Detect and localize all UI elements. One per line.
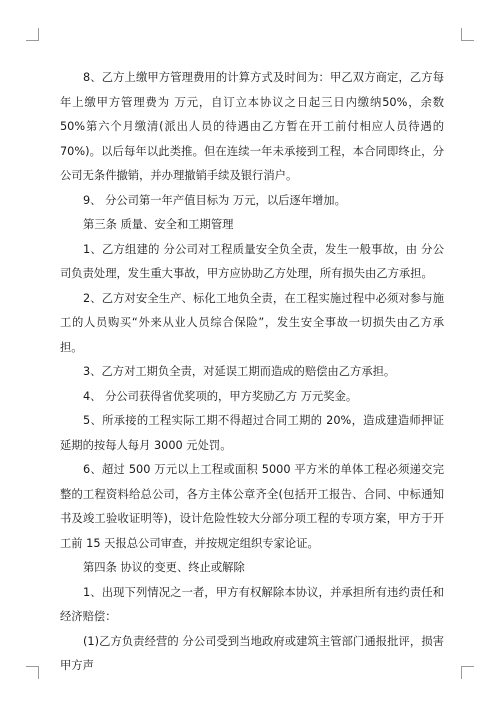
paragraph-article-4-item-1: 1、出现下列情况之一者，甲方有权解除本协议，并承担所有违约责任和经济赔偿： bbox=[60, 585, 444, 623]
paragraph-article-3-item-2: 2、乙方对安全生产、标化工地负全责，在工程实施过程中必须对参与施工的人员购买“外来从业人员综合保险”，发生安全事故一切损失由乙方承担。 bbox=[60, 291, 444, 354]
document-body bbox=[60, 66, 444, 679]
paragraph-article-3-item-3: 3、乙方对工期负全责，对延误工期而造成的赔偿由乙方承担。 bbox=[83, 365, 396, 378]
section-heading-article-3: 第三条 质量、安全和工期管理 bbox=[83, 218, 234, 231]
crop-mark-top-right bbox=[461, 28, 474, 41]
paragraph-article-4-subitem-1: (1)乙方负责经营的 分公司受到当地政府或建筑主管部门通报批评，损害甲方声 bbox=[60, 634, 444, 672]
crop-mark-bottom-right bbox=[461, 666, 474, 679]
paragraph-article-3-item-6: 6、超过 500 万元以上工程或面积 5000 平方米的单体工程必须递交完整的工程资料给总公司，各方主体公章齐全(包括开工报告、合同、中标通知书及竣工验收证明等)，设计危险性较大分部分项工程的专项方案，甲方于开工前 15 天报总公司审查，并按规定组织专家论证。 bbox=[60, 463, 444, 550]
paragraph-clause-8: 8、乙方上缴甲方管理费用的计算方式及时间为：甲乙双方商定，乙方每年上缴甲方管理费为 万元，自订立本协议之日起三日内缴纳50%，余数 50%第六个月缴清(派出人员的待遇由乙方暂在开工前付相应人员待遇的 70%)。以后每年以此类推。但在连续一年未承接到工程，本合同即终止，分公司无条件撤销，并办理撤销手续及银行消户。 bbox=[60, 71, 444, 182]
crop-mark-top-left bbox=[26, 28, 39, 41]
paragraph-article-3-item-1: 1、乙方组建的 分公司对工程质量安全负全责，发生一般事故，由 分公司负责处理，发生重大事故，甲方应协助乙方处理，所有损失由乙方承担。 bbox=[60, 242, 444, 280]
paragraph-article-3-item-4: 4、 分公司获得省优奖项的，甲方奖励乙方 万元奖金。 bbox=[83, 389, 358, 403]
section-heading-article-4: 第四条 协议的变更、终止或解除 bbox=[83, 561, 245, 574]
crop-mark-bottom-left bbox=[26, 666, 39, 679]
paragraph-article-3-item-5: 5、所承接的工程实际工期不得超过合同工期的 20%，造成建造师押证延期的按每人每月 3000 元处罚。 bbox=[60, 414, 444, 452]
paragraph-clause-9: 9、 分公司第一年产值目标为 万元，以后逐年增加。 bbox=[83, 193, 346, 207]
